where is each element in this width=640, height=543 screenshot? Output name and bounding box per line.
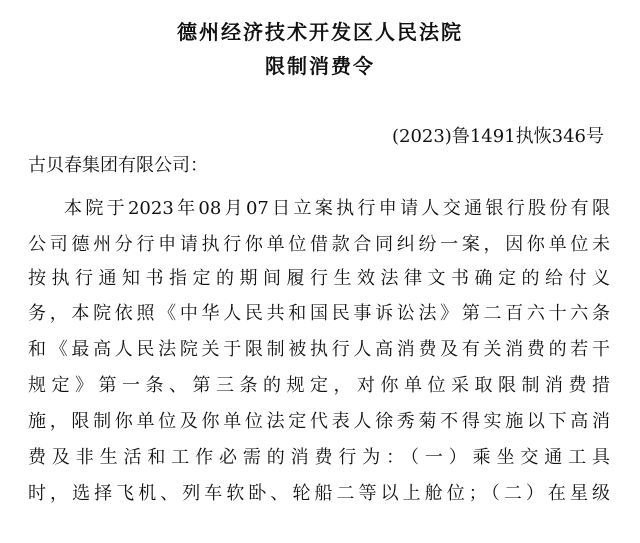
body-line: 和《最高人民法院关于限制被执行人高消费及有关消费的若干 (28, 339, 610, 360)
body-line: 本院于2023年08月07日立案执行申请人交通银行股份有限 (64, 198, 610, 219)
body-line: 按执行通知书指定的期间履行生效法律文书确定的给付义 (28, 268, 610, 289)
case-number: (2023)鲁1491执恢346号 (391, 126, 604, 147)
addressee: 古贝春集团有限公司： (28, 155, 208, 176)
document-title: 限制消费令 (265, 54, 375, 78)
body-line: 时，选择飞机、列车软卧、轮船二等以上舱位；（二）在星级 (28, 483, 610, 504)
body-line: 公司德州分行申请执行你单位借款合同纠纷一案，因你单位未 (28, 234, 610, 255)
court-name: 德州经济技术开发区人民法院 (177, 20, 463, 44)
body-line: 务，本院依照《中华人民共和国民事诉讼法》第二百六十六条 (28, 303, 610, 324)
body-line: 费及非生活和工作必需的消费行为：（一）乘坐交通工具 (28, 447, 610, 468)
body-line: 施，限制你单位及你单位法定代表人徐秀菊不得实施以下高消 (28, 411, 610, 432)
body-line: 规定》第一条、第三条的规定，对你单位采取限制消费措 (28, 375, 610, 396)
